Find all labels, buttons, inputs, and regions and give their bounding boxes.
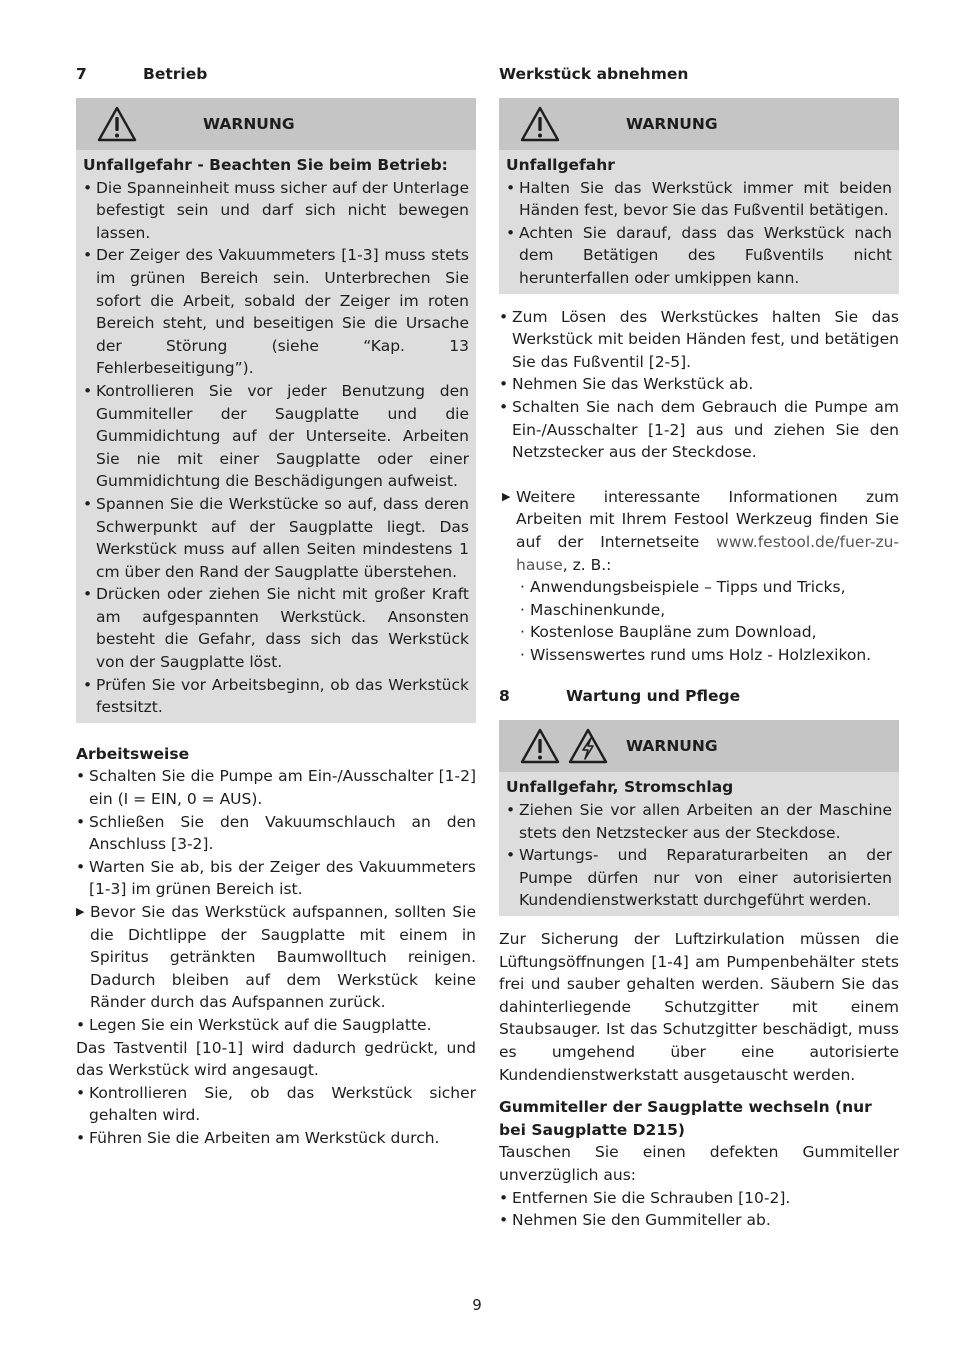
left-column [76,62,476,1150]
paragraph: Tauschen Sie einen defekten Gummiteller unverzüglich aus: [499,1143,899,1184]
list-item: • Kontrollieren Sie, ob das Werkstück sicher gehalten wird. [76,1082,476,1127]
list-item: • Legen Sie ein Werkstück auf die Saugplatte. [76,1014,476,1037]
info-list-item: · Maschinenkunde, [520,599,899,622]
warning-item: • Achten Sie darauf, dass das Werkstück nach dem Betätigen des Fußventils nicht herunterfallen oder umkippen kann. [506,222,892,290]
warning-triangle-icon [519,105,561,143]
warning-triangle-icon [519,727,561,765]
list-item: • Warten Sie ab, bis der Zeiger des Vakuummeters [1-3] im grünen Bereich ist. [76,856,476,901]
website-link[interactable]: www.festool.de/fuer-zu-hause [516,532,899,574]
section-number: 8 [499,687,510,706]
warning-box-wartung [499,720,899,916]
warning-item: • Halten Sie das Werkstück immer mit beiden Händen fest, bevor Sie das Fußventil betätigen. [506,177,892,222]
list-item: • Schließen Sie den Vakuumschlauch an den Anschluss [3-2]. [76,811,476,856]
warning-box-betrieb [76,98,476,723]
list-item: • Schalten Sie die Pumpe am Ein-/Ausschalter [1-2] ein (I = EIN, 0 = AUS). [76,765,476,810]
info-paragraph: ▶ Weitere interessante Informationen zum Arbeiten mit Ihrem Festool Werkzeug finden Sie auf der Internetseite www.festool.de/fuer-zu-hause, z. B.: [502,487,899,574]
warning-item: • Ziehen Sie vor allen Arbeiten an der Maschine stets den Netzstecker aus der Steckdose. [506,799,892,844]
warning-title: WARNUNG [626,115,718,133]
section-8-heading [499,684,899,708]
gummi-section [499,1096,899,1232]
right-column [499,62,899,1232]
warning-header [76,98,476,150]
warning-item: • Der Zeiger des Vakuummeters [1-3] muss stets im grünen Bereich sein. Unterbrechen Sie sofort die Arbeit, sobald der Zeiger im roten Bereich steht, und beseitigen Sie die Ursache der Störung (siehe “Kap. 13 Fehlerbeseitigung”). [83,244,469,380]
section-number: 7 [76,65,87,83]
warning-box-abnehmen [499,98,899,294]
paragraph: Zur Sicherung der Luftzirkulation müssen die Lüftungsöffnungen [1-4] am Pumpenbehälter stets frei und sauber gehalten werden. Säubern Sie das dahinterliegende Schutzgitter mit einem Staubsauger. Ist das Schutzgitter beschädigt, muss es umgehend über eine autorisierte Kundendienstwerkstatt ausgetauscht werden. [499,930,899,1084]
warning-item: • Kontrollieren Sie vor jeder Benutzung den Gummiteller der Saugplatte und die Gummidichtung auf der Unterseite. Arbeiten Sie nie mit einer Saugplatte oder einer Gummidichtung die Beschädigungen aufweist. [83,380,469,493]
abnehmen-list [499,306,899,464]
list-item: • Zum Lösen des Werkstückes halten Sie das Werkstück mit beiden Händen fest, und betätigen Sie das Fußventil [2-5]. [499,306,899,374]
warning-item: • Wartungs- und Reparaturarbeiten an der Pumpe dürfen nur von einer autorisierten Kundendienstwerkstatt durchgeführt werden. [506,844,892,912]
warning-title: WARNUNG [626,737,718,756]
section-title: Wartung und Pflege [566,687,741,706]
warning-item: • Prüfen Sie vor Arbeitsbeginn, ob das Werkstück festsitzt. [83,674,469,719]
list-item: • Nehmen Sie das Werkstück ab. [499,373,899,396]
arbeitsweise-section [76,743,476,1150]
section-title: Betrieb [143,65,208,83]
electric-shock-icon [567,727,609,765]
info-list-item: · Anwendungsbeispiele – Tipps und Tricks, [520,576,899,599]
warning-item: • Spannen Sie die Werkstücke so auf, dass deren Schwerpunkt auf der Saugplatte liegt. Das Werkstück muss auf allen Seiten mindestens 1 cm über den Rand der Saugplatte überstehen. [83,493,469,583]
warning-header [499,720,899,772]
warning-intro: Unfallgefahr, Stromschlag [506,778,734,797]
warning-intro: Unfallgefahr - Beachten Sie beim Betrieb: [83,156,448,174]
info-list-item: · Wissenswertes rund ums Holz - Holzlexikon. [520,644,899,667]
subsection-heading: Gummiteller der Saugplatte wechseln (nur bei Saugplatte D215) [499,1098,872,1139]
list-item: • Entfernen Sie die Schrauben [10-2]. [499,1187,899,1210]
subsection-heading: Arbeitsweise [76,744,190,763]
subsection-heading-abnehmen: Werkstück abnehmen [499,65,689,83]
warning-title: WARNUNG [203,115,295,133]
list-item: • Führen Sie die Arbeiten am Werkstück durch. [76,1127,476,1150]
warning-header [499,98,899,150]
section-7-heading [76,62,476,86]
warning-triangle-icon [96,105,138,143]
warning-item: • Drücken oder ziehen Sie nicht mit großer Kraft am aufgespannten Werkstück. Ansonsten besteht die Gefahr, dass sich das Werkstück von der Saugplatte löst. [83,583,469,673]
info-list-item: · Kostenlose Baupläne zum Download, [520,621,899,644]
warning-intro: Unfallgefahr [506,156,615,174]
info-block [499,486,899,667]
paragraph: Das Tastventil [10-1] wird dadurch gedrückt, und das Werkstück wird angesaugt. [76,1038,476,1080]
page-number: 9 [472,1296,482,1314]
arrow-icon: ▶ [502,489,511,503]
list-item: • Nehmen Sie den Gummiteller ab. [499,1209,899,1232]
tip-item: ▶ Bevor Sie das Werkstück aufspannen, sollten Sie die Dichtlippe der Saugplatte mit einem in Spiritus getränkten Baumwolltuch reinigen. Dadurch bleiben auf dem Werkstück keine Ränder durch das Aufspannen zurück. [76,901,476,1014]
warning-item: • Die Spanneinheit muss sicher auf der Unterlage befestigt sein und darf sich nicht bewegen lassen. [83,177,469,245]
list-item: • Schalten Sie nach dem Gebrauch die Pumpe am Ein-/Ausschalter [1-2] aus und ziehen Sie den Netzstecker aus der Steckdose. [499,396,899,464]
